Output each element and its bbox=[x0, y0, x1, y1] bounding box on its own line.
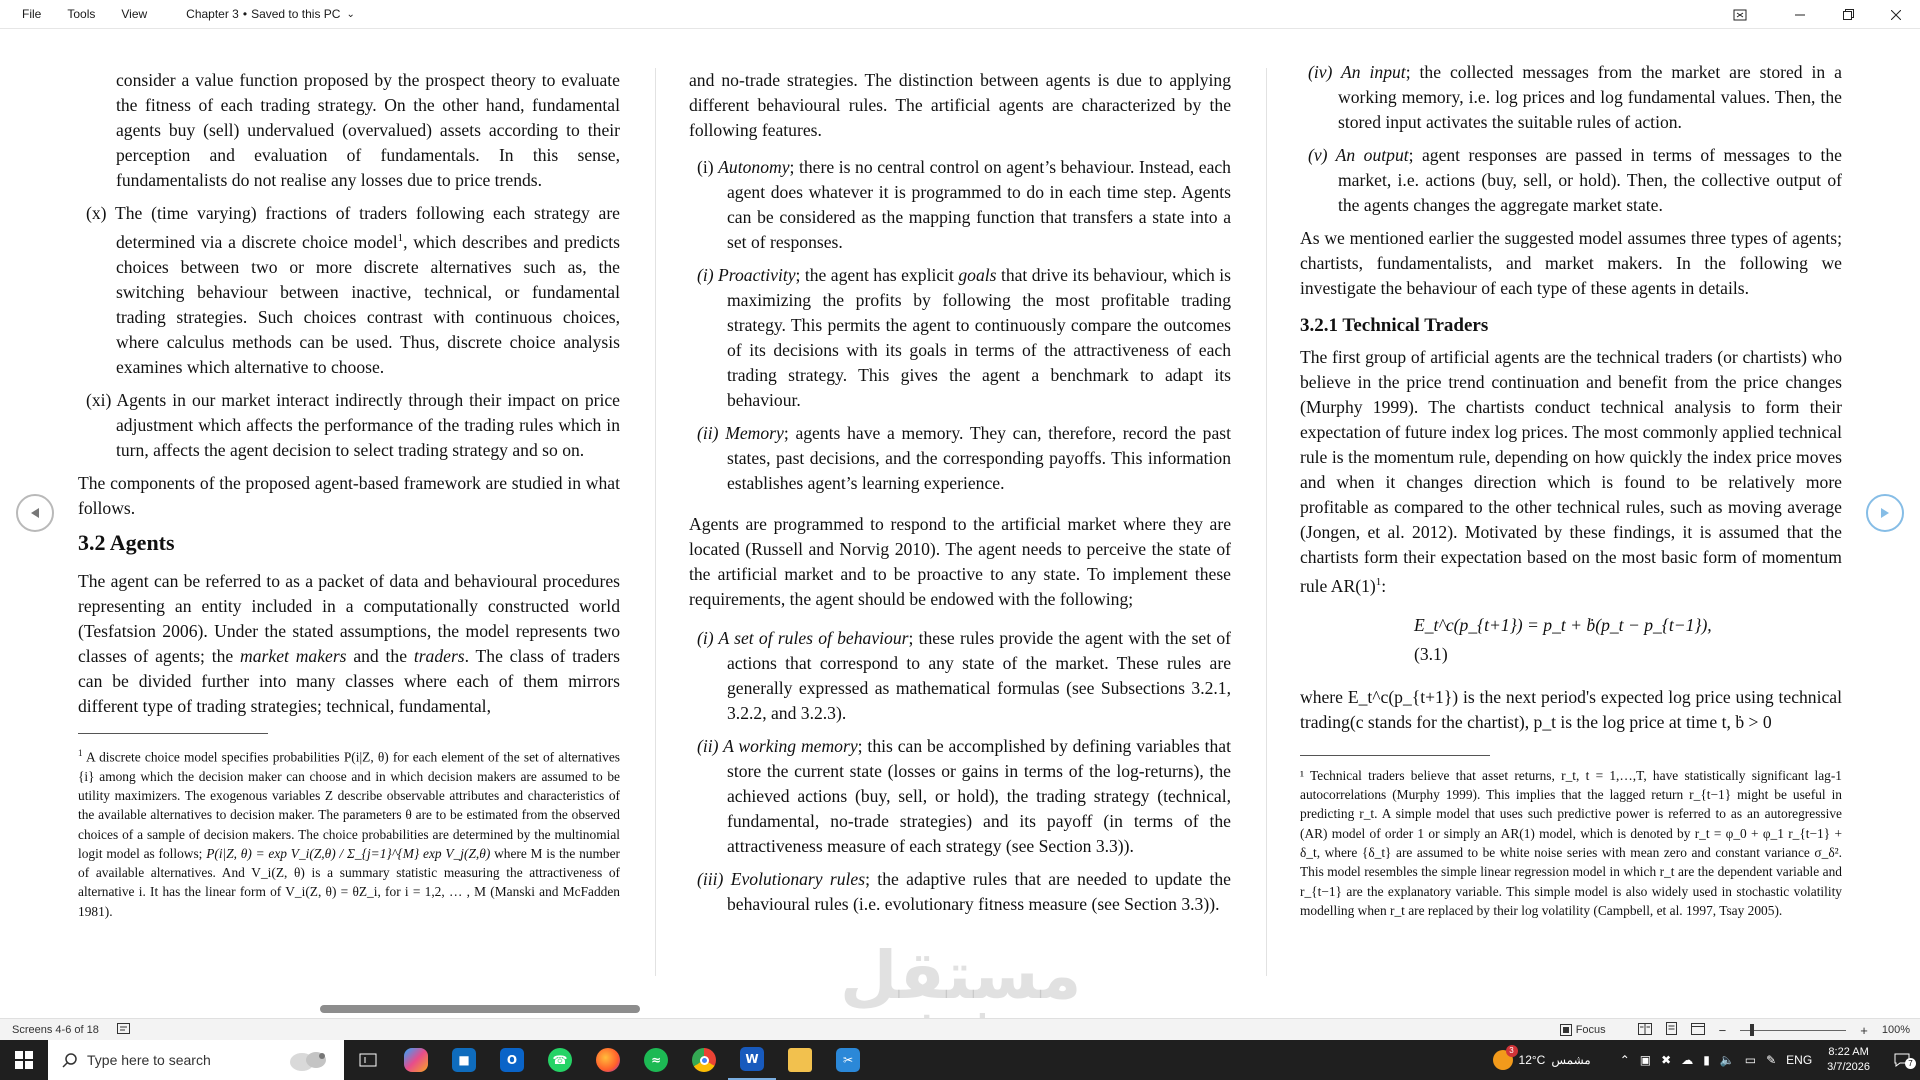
weather-temperature: 12°C bbox=[1518, 1053, 1546, 1067]
status-bar bbox=[0, 1018, 1920, 1040]
paragraph-features: and no-trade strategies. The distinction between agents is due to applying different behavioural rules. The artificial agents are characterized by the following features. bbox=[689, 70, 1231, 140]
footnote-divider bbox=[78, 733, 268, 734]
search-highlight-icon[interactable] bbox=[286, 1046, 332, 1074]
firefox-icon[interactable] bbox=[584, 1040, 632, 1080]
chevron-left-icon bbox=[30, 507, 40, 519]
zoom-in-button[interactable]: + bbox=[1860, 1022, 1868, 1038]
system-tray bbox=[1493, 1040, 1920, 1080]
paragraph-components: The components of the proposed agent-based framework are studied in what follows. bbox=[78, 472, 620, 518]
rule-input: (iv) An input; the collected messages from the market are stored in a working memory, i.e. log prices and log fundamental values. Then, the stored input activates the suitable rules of action. bbox=[1308, 62, 1842, 132]
footnote-ref[interactable]: 1 bbox=[397, 232, 404, 244]
task-view-icon[interactable] bbox=[344, 1040, 392, 1080]
spotify-icon[interactable]: ≈ bbox=[632, 1040, 680, 1080]
footnote-formula: P(i|Z, θ) = exp V_i(Z,θ) / Σ_{j=1}^{M} exp V_j(Z,θ) bbox=[206, 845, 491, 861]
zoom-slider-thumb[interactable] bbox=[1750, 1024, 1754, 1036]
document-name: Chapter 3 bbox=[186, 7, 239, 21]
pen-icon[interactable]: ✎ bbox=[1766, 1053, 1777, 1067]
focus-button[interactable]: Focus bbox=[1560, 1024, 1606, 1036]
list-item-x: (x) The (time varying) fractions of traders following each strategy are determined via a discrete choice model$^1$, which describes and predicts choices between two or more discrete alternatives such as, the switching behaviour between inactive, technical, or fundamental trading strategies. Such choices contrast with continuous choices, where calculus methods can be used. Thus, discrete choice analysis examines which alternative to choose. bbox=[86, 203, 621, 377]
restore-button[interactable] bbox=[1824, 0, 1872, 29]
read-mode-icon[interactable] bbox=[1638, 1023, 1652, 1038]
taskbar-search-input[interactable] bbox=[48, 1040, 344, 1080]
list-item-xi: (xi) Agents in our market interact indirectly through their impact on price adjustment which affects the performance of the trading rules which in turn, affects the agent decision to select trading strategy and so on. bbox=[86, 389, 620, 460]
footnote-1: $^1$ A discrete choice model specifies probabilities P(i|Z, θ) for each element of the set of alternatives {i} among which the decision maker can choose and in which decision makers are assumed to be utility maximizers. The exogenous variables Z describe observable attributes and characteristics of the available alternatives to decision maker. The parameters θ are to be estimated from the observed choices of a sample of decision makers. The choice probabilities are determined by the multinomial logit model as follows; P(i|Z, θ) = exp V_i(Z,θ) / Σ_{j=1}^{M} exp V_j(Z,θ) where M is the number of available alternatives. And V_i(Z, θ) is a summary statistic measuring the attractiveness of alternative i. It has the linear form of V_i(Z, θ) = θZ_i, for i = 1,2, … , M (Manski and McFadden 1981). bbox=[78, 747, 620, 919]
rule-behaviour: (i) A set of rules of behaviour; these rules provide the agent with the set of actions that correspond to any state of the market. These rules are generally expressed as mathematical formulas (see Subsections 3.2.1, 3.2.2, and 3.2.3). bbox=[697, 628, 1232, 723]
weather-condition: مشمس bbox=[1551, 1053, 1591, 1067]
file-explorer-icon[interactable] bbox=[776, 1040, 824, 1080]
language-indicator[interactable]: ENG bbox=[1786, 1053, 1813, 1067]
word-icon[interactable]: W bbox=[728, 1040, 776, 1080]
start-button[interactable] bbox=[0, 1040, 48, 1080]
outlook-icon[interactable]: O bbox=[488, 1040, 536, 1080]
title-separator: • bbox=[242, 7, 248, 21]
notification-count: 7 bbox=[1905, 1058, 1916, 1069]
paragraph-agents: The agent can be referred to as a packet of data and behavioural procedures representing an entity included in a computationally constructed world (Tesfatsion 2006). Under the stated assumptions, the model represents two classes of agents; the market makers and the traders. The class of traders can be divided further into many classes where each of them mirrors different type of trading strategies; technical, fundamental, bbox=[78, 570, 621, 716]
chrome-icon[interactable] bbox=[680, 1040, 728, 1080]
accessibility-icon[interactable] bbox=[117, 1023, 130, 1037]
microsoft-store-icon[interactable]: ■ bbox=[440, 1040, 488, 1080]
battery-icon[interactable]: ▮ bbox=[1703, 1053, 1710, 1067]
exit-read-mode-icon[interactable] bbox=[1716, 0, 1764, 29]
status-bar-right bbox=[1560, 1019, 1910, 1041]
watermark: مستقل bbox=[840, 937, 1082, 1014]
feature-autonomy: (i) Autonomy; there is no central control on agent’s behaviour. Instead, each agent does whatever it is programmed to do in each time step. Agents can be considered as the mapping function that transfers a state into a set of responses. bbox=[697, 157, 1231, 252]
save-status: Saved to this PC bbox=[251, 7, 341, 21]
rule-output: (v) An output; agent responses are passed in terms of messages to the market, i.e. actions (buy, sell, or hold). Then, the collective output of the agents changes the aggregate market state. bbox=[1308, 145, 1842, 215]
rule-evolutionary: (iii) Evolutionary rules; the adaptive rules that are needed to update the behavioural rules (i.e. evolutionary fitness measure (see Section 3.3)). bbox=[697, 869, 1231, 914]
page-column-2 bbox=[689, 68, 1231, 925]
equation-number: (3.1) bbox=[1414, 643, 1448, 664]
zoom-level[interactable]: 100% bbox=[1881, 1024, 1910, 1036]
display-icon[interactable]: ▭ bbox=[1744, 1053, 1757, 1067]
volume-icon[interactable]: 🔈 bbox=[1719, 1053, 1735, 1067]
feature-proactivity: (i) Proactivity; the agent has explicit goals that drive its behaviour, which is maximizing the profits by following the most profitable trading strategy. This permits the agent to continuously compare the outcomes of its decisions with its goals in terms of the attractiveness of each trading strategy. This gives the agent a benchmark to adapt its behaviour. bbox=[697, 265, 1231, 410]
horizontal-scrollbar-thumb[interactable] bbox=[320, 1005, 640, 1013]
menu-view[interactable]: View bbox=[121, 6, 148, 21]
network-off-icon[interactable]: ✖ bbox=[1661, 1053, 1672, 1067]
paragraph-programmed: Agents are programmed to respond to the artificial market where they are located (Russell and Norvig 2010). The agent needs to perceive the state of the artificial market and to be proactive to any state. To implement these requirements, the agent should be endowed with the following; bbox=[689, 514, 1231, 609]
page-column-1 bbox=[78, 68, 620, 921]
previous-page-button[interactable] bbox=[16, 494, 54, 532]
close-button[interactable] bbox=[1872, 0, 1920, 29]
title-bar bbox=[0, 0, 1920, 29]
minimize-button[interactable] bbox=[1776, 0, 1824, 29]
menu-file[interactable]: File bbox=[22, 6, 42, 21]
copilot-icon[interactable] bbox=[392, 1040, 440, 1080]
zoom-slider[interactable] bbox=[1740, 1030, 1846, 1031]
window-controls bbox=[1776, 0, 1920, 29]
paragraph-mentioned: As we mentioned earlier the suggested model assumes three types of agents; chartists, fundamentalists, and market makers. In the following we investigate the behaviour of each type of these agents in details. bbox=[1300, 228, 1842, 298]
screen-count: Screens 4-6 of 18 bbox=[12, 1023, 99, 1036]
chevron-up-icon[interactable]: ⌃ bbox=[1619, 1053, 1630, 1067]
heading-technical-traders: 3.2.1 Technical Traders bbox=[1300, 315, 1489, 336]
document-title[interactable] bbox=[186, 7, 355, 21]
heading-agents: 3.2 Agents bbox=[78, 529, 175, 555]
zoom-out-button[interactable]: − bbox=[1718, 1022, 1727, 1038]
chevron-right-icon bbox=[1880, 507, 1890, 519]
reading-view[interactable] bbox=[0, 30, 1920, 1000]
page-column-3 bbox=[1300, 62, 1842, 920]
camera-icon[interactable]: ▣ bbox=[1639, 1053, 1652, 1067]
paragraph-technical: The first group of artificial agents are the technical traders (or chartists) who believe in the price trend continuation and benefit from the price changes (Murphy 1999). The chartists conduct technical analysis to form their expectation of future index log prices. The most commonly applied technical rule is the momentum rule, depending on how quickly the index price moves and when it changes direction which is found to be relatively more profitable as compared to the other technical rules, such as moving average (Jongen, et al. 2012). Motivated by these findings, it is assumed that the chartists form their expectation based on the most basic form of momentum rule $AR(1)^1$: bbox=[1300, 347, 1842, 596]
web-layout-icon[interactable] bbox=[1691, 1023, 1705, 1038]
whatsapp-icon[interactable]: ☎ bbox=[536, 1040, 584, 1080]
search-icon bbox=[62, 1053, 77, 1068]
windows-logo-icon bbox=[15, 1051, 33, 1069]
clock[interactable] bbox=[1827, 1045, 1870, 1075]
footnote-ref[interactable]: 1 bbox=[1375, 576, 1382, 588]
rule-working-memory: (ii) A working memory; this can be accomplished by defining variables that store the current state (losses or gains in terms of the log-returns), the achieved actions (buy, sell, or hold), the trading strategy (technical, fundamental, no-trade strategies) and its payoff (in terms of the attractiveness measure of each strategy (see Section 3.3)). bbox=[697, 736, 1231, 856]
notification-icon[interactable] bbox=[1884, 1040, 1920, 1080]
next-page-button[interactable] bbox=[1866, 494, 1904, 532]
print-layout-icon[interactable] bbox=[1666, 1022, 1677, 1038]
paragraph-where: where E_t^c(p_{t+1}) is the next period's expected log price using technical trading(c stands for the chartist), p_t is the log price at time t, ḃ > 0 bbox=[1300, 686, 1842, 732]
paragraph-intro: consider a value function proposed by the prospect theory to evaluate the fitness of each trading strategy. On the other hand, fundamental agents buy (sell) undervalued (overvalued) assets according to their perception and evaluation of fundamentals. In this sense, fundamentalists do not realise any losses due to price trends. bbox=[116, 70, 620, 190]
clock-time: 8:22 AM bbox=[1828, 1046, 1869, 1058]
search-placeholder: Type here to search bbox=[87, 1052, 211, 1068]
column-divider bbox=[655, 68, 656, 976]
footnote-divider bbox=[1300, 755, 1490, 756]
weather-widget[interactable] bbox=[1493, 1046, 1591, 1070]
footnote-technical: ¹ Technical traders believe that asset returns, r_t, t = 1,…,T, have statistically significant lag-1 autocorrelations (Murphy 1999). This implies that the lagged return r_{t−1} might be useful in predicting r_t. A simple model that uses such predictive power is referred to as an autoregressive (AR) model of order 1 or simply an AR(1) model, which is denoted by r_t = φ_0 + φ_1 r_{t−1} + δ_t, where {δ_t} are assumed to be white noise series with mean zero and constant variance σ_δ². This model resembles the simple linear regression model in which r_t are the dependent variable and r_{t−1} are the explanatory variable. This simple model is also widely used in stochastic volatility modelling when r_t are replaced by their log volatility (Campbell, et al. 1997, Tsay 2005). bbox=[1300, 767, 1842, 918]
sun-icon: 3 bbox=[1493, 1050, 1513, 1070]
snipping-tool-icon[interactable]: ✂ bbox=[824, 1040, 872, 1080]
menu-tools[interactable]: Tools bbox=[67, 6, 96, 21]
taskbar bbox=[0, 1040, 1920, 1080]
equation-3-1: E_t^c(p_{t+1}) = p_t + ḃ(p_t − p_{t−1}), bbox=[1414, 614, 1712, 635]
chevron-down-icon: ⌄ bbox=[346, 8, 355, 20]
column-divider bbox=[1266, 68, 1267, 976]
focus-icon bbox=[1560, 1024, 1572, 1036]
feature-memory: (ii) Memory; agents have a memory. They can, therefore, record the past states, past decisions, and the corresponding payoffs. This information establishes agent’s learning experience. bbox=[697, 423, 1231, 493]
clock-date: 3/7/2026 bbox=[1827, 1061, 1870, 1073]
cloud-icon[interactable]: ☁ bbox=[1681, 1053, 1694, 1067]
